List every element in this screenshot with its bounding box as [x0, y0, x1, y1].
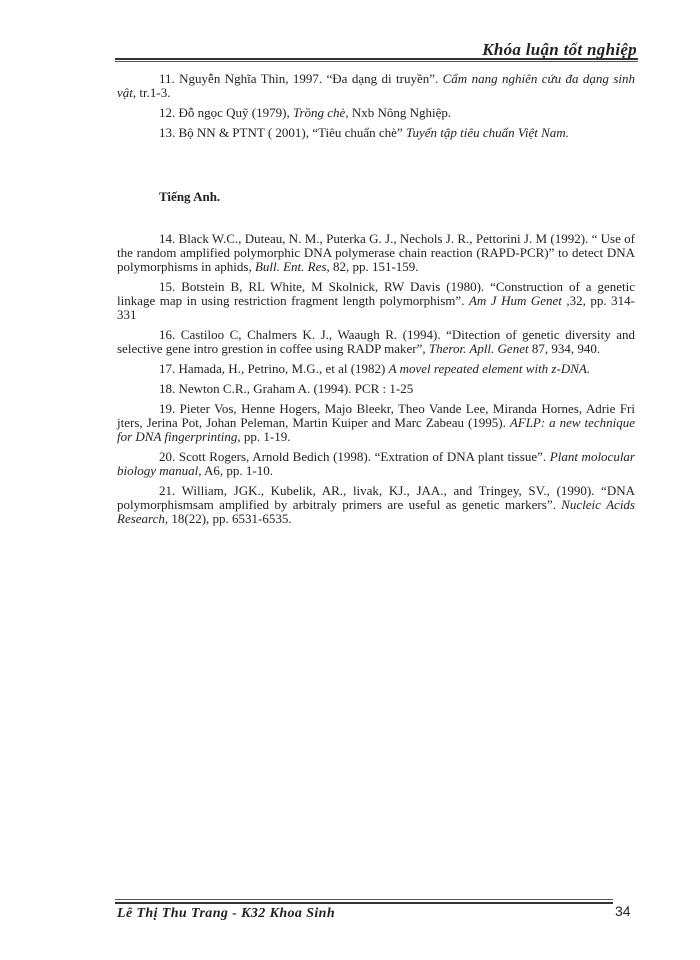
footer-rule-thin — [115, 899, 613, 900]
running-header-title: Khóa luận tốt nghiệp — [482, 40, 637, 59]
reference-item: 17. Hamada, H., Petrino, M.G., et al (1982) A movel repeated element with z-DNA. — [159, 361, 591, 376]
header-rule — [115, 58, 638, 60]
section-heading: Tiếng Anh. — [159, 189, 221, 204]
reference-item: 21. William, JGK., Kubelik, AR., livak, KJ., JAA., and Tringey, SV., (1990). “DNA polymorphismsam amplified by arbitraly primers are useful as genetic markers”. Nucleic Acids Research, 18(22), pp. 6531-6535. — [117, 483, 635, 526]
reference-item: 12. Đỗ ngọc Quỹ (1979), Trồng chè, Nxb Nông Nghiệp. — [159, 105, 452, 120]
reference-list — [117, 72, 635, 532]
page-number: 34 — [615, 903, 631, 919]
footer-author: Lê Thị Thu Trang - K32 Khoa Sinh — [117, 906, 336, 921]
reference-item: 14. Black W.C., Duteau, N. M., Puterka G. J., Nechols J. R., Pettorini J. M (1992). “ Use of the random amplified polymorphic DNA polymerase chain reaction (RAPD-PCR)” to detect DNA polymorphisms in aphids, Bull. Ent. Res, 82, pp. 151-159. — [117, 231, 635, 274]
reference-item: 16. Castiloo C, Chalmers K. J., Waaugh R. (1994). “Ditection of genetic diversity and selective gene intro grestion in coffee using RADP maker”, Theror. Apll. Genet 87, 934, 940. — [117, 327, 635, 356]
reference-item: 15. Botstein B, RL White, M Skolnick, RW Davis (1980). “Construction of a genetic linkage map in using restriction fragment length polymorphism”. Am J Hum Genet ,32, pp. 314-331 — [117, 279, 635, 322]
reference-item: 18. Newton C.R., Graham A. (1994). PCR : 1-25 — [159, 381, 414, 396]
reference-item: 20. Scott Rogers, Arnold Bedich (1998). “Extration of DNA plant tissue”. Plant molocular biology manual, A6, pp. 1-10. — [117, 449, 635, 478]
header-rule-thin — [115, 61, 638, 62]
reference-item: 11. Nguyễn Nghĩa Thìn, 1997. “Đa dạng di truyền”. Cẩm nang nghiên cứu đa dạng sinh vật, tr.1-3. — [117, 71, 635, 100]
reference-item: 13. Bộ NN & PTNT ( 2001), “Tiêu chuẩn chè” Tuyển tập tiêu chuẩn Việt Nam. — [159, 125, 569, 140]
footer-rule — [115, 902, 613, 904]
reference-item: 19. Pieter Vos, Henne Hogers, Majo Bleekr, Theo Vande Lee, Miranda Hornes, Adrie Fri jters, Jerina Pot, Johan Peleman, Martin Kuiper and Marc Zabeau (1995). AFLP: a new technique for DNA fingerprinting, pp. 1-19. — [117, 401, 635, 444]
